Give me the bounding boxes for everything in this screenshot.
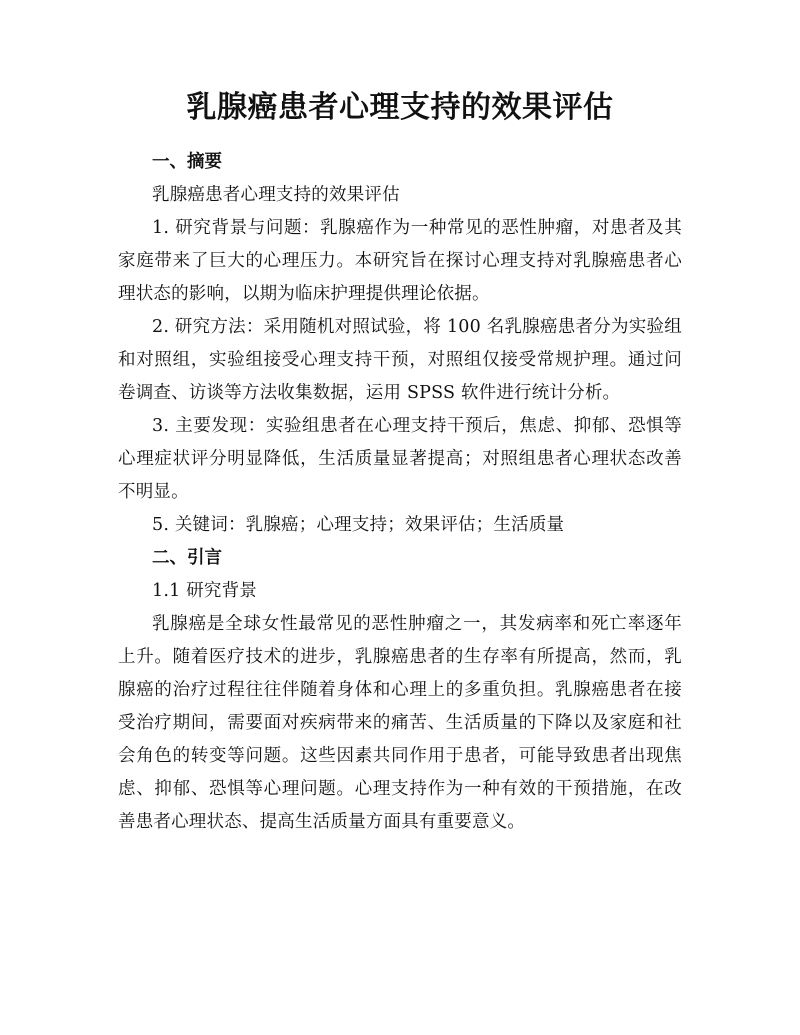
introduction-paragraph: 乳腺癌是全球女性最常见的恶性肿瘤之一，其发病率和死亡率逐年上升。随着医疗技术的进步，乳腺癌患者的生存率有所提高，然而，乳腺癌的治疗过程往往伴随着身体和心理上的多重负担。乳腺癌患者在接受治疗期间，需要面对疾病带来的痛苦、生活质量的下降以及家庭和社会角色的转变等问题。这些因素共同作用于患者，可能导致患者出现焦虑、抑郁、恐惧等心理问题。心理支持作为一种有效的干预措施，在改善患者心理状态、提高生活质量方面具有重要意义。 bbox=[118, 614, 682, 832]
abstract-item-background: 1. 研究背景与问题：乳腺癌作为一种常见的恶性肿瘤，对患者及其家庭带来了巨大的心理压力。本研究旨在探讨心理支持对乳腺癌患者心理状态的影响，以期为临床护理提供理论依据。 bbox=[118, 218, 682, 304]
section-heading-introduction: 二、引言 bbox=[152, 548, 222, 568]
abstract-item-methods: 2. 研究方法：采用随机对照试验，将 100 名乳腺癌患者分为实验组和对照组，实验组接受心理支持干预，对照组仅接受常规护理。通过问卷调查、访谈等方法收集数据，运用 SPSS 软件进行统计分析。 bbox=[118, 317, 682, 403]
document-body bbox=[118, 146, 682, 839]
abstract-subtitle: 乳腺癌患者心理支持的效果评估 bbox=[152, 185, 400, 205]
section-heading-abstract: 一、摘要 bbox=[152, 152, 222, 172]
document-title: 乳腺癌患者心理支持的效果评估 bbox=[186, 90, 614, 125]
subsection-heading-background: 1.1 研究背景 bbox=[152, 581, 257, 601]
abstract-item-findings: 3. 主要发现：实验组患者在心理支持干预后，焦虑、抑郁、恐惧等心理症状评分明显降低，生活质量显著提高；对照组患者心理状态改善不明显。 bbox=[118, 416, 682, 502]
abstract-item-keywords: 5. 关键词：乳腺癌；心理支持；效果评估；生活质量 bbox=[152, 515, 565, 535]
